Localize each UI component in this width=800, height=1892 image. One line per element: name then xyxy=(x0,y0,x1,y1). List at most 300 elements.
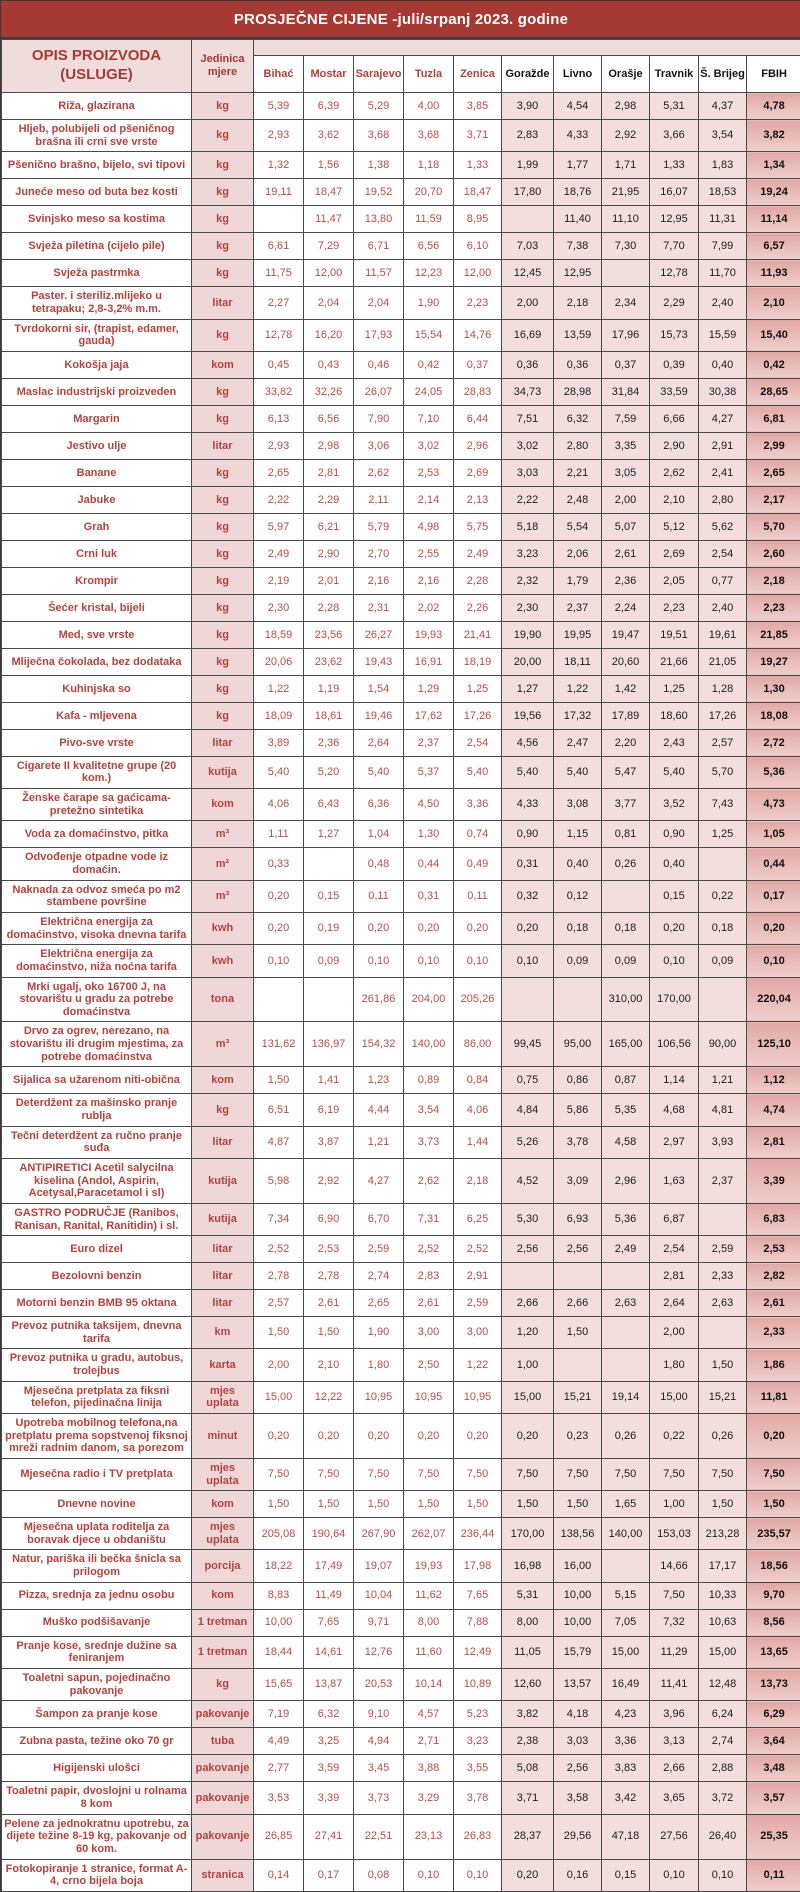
price-cell: 153,03 xyxy=(650,1518,699,1550)
price-cell: 1,50 xyxy=(254,1317,304,1349)
price-cell: 3,00 xyxy=(404,1317,454,1349)
price-cell: 0,14 xyxy=(254,1859,304,1891)
price-cell: 4,37 xyxy=(699,93,747,120)
price-cell: 5,08 xyxy=(502,1755,554,1782)
price-cell: 10,89 xyxy=(454,1669,502,1701)
price-cell: 2,18 xyxy=(554,287,602,319)
price-cell: 18,59 xyxy=(254,621,304,648)
price-cell: 1,29 xyxy=(404,675,454,702)
product-name: Med, sve vrste xyxy=(2,621,192,648)
price-cell: 13,57 xyxy=(554,1669,602,1701)
price-cell: 0,11 xyxy=(454,880,502,912)
price-cell: 3,00 xyxy=(454,1317,502,1349)
price-cell: 18,08 xyxy=(747,702,800,729)
price-cell: 5,40 xyxy=(254,756,304,788)
unit-cell: pakovanje xyxy=(192,1755,254,1782)
price-cell: 1,50 xyxy=(747,1491,800,1518)
price-cell: 3,88 xyxy=(404,1755,454,1782)
price-cell: 2,61 xyxy=(404,1290,454,1317)
price-cell: 3,23 xyxy=(454,1728,502,1755)
unit-cell: kg xyxy=(192,567,254,594)
price-cell: 5,86 xyxy=(554,1094,602,1126)
price-cell: 95,00 xyxy=(554,1022,602,1067)
table-row xyxy=(2,486,800,513)
table-row xyxy=(2,351,800,378)
price-cell: 3,78 xyxy=(454,1782,502,1814)
price-cell: 6,21 xyxy=(304,513,354,540)
price-cell: 2,62 xyxy=(354,459,404,486)
product-name: Crni luk xyxy=(2,540,192,567)
price-cell: 205,08 xyxy=(254,1518,304,1550)
product-name: Euro dizel xyxy=(2,1236,192,1263)
price-cell: 2,59 xyxy=(454,1290,502,1317)
product-name: Riža, glazirana xyxy=(2,93,192,120)
price-cell: 0,09 xyxy=(699,945,747,977)
price-cell: 7,50 xyxy=(304,1458,354,1490)
price-cell: 31,84 xyxy=(602,378,650,405)
price-cell: 1,50 xyxy=(304,1491,354,1518)
price-cell: 18,60 xyxy=(650,702,699,729)
price-cell: 0,22 xyxy=(699,880,747,912)
product-name: Tvrdokorni sir, (trapist, edamer, gauda) xyxy=(2,319,192,351)
price-cell: 10,04 xyxy=(354,1582,404,1609)
price-cell: 1,41 xyxy=(304,1067,354,1094)
price-cell: 0,11 xyxy=(747,1859,800,1891)
unit-cell: kg xyxy=(192,405,254,432)
price-cell: 1,25 xyxy=(699,821,747,848)
unit-cell: kg xyxy=(192,1669,254,1701)
price-cell: 2,54 xyxy=(454,729,502,756)
price-cell: 6,25 xyxy=(454,1203,502,1235)
price-cell: 6,32 xyxy=(554,405,602,432)
price-cell: 4,27 xyxy=(699,405,747,432)
table-row xyxy=(2,1317,800,1349)
price-cell: 10,00 xyxy=(254,1609,304,1636)
price-cell: 15,00 xyxy=(602,1636,650,1668)
price-cell: 0,40 xyxy=(554,848,602,880)
price-cell: 7,59 xyxy=(602,405,650,432)
price-cell: 0,20 xyxy=(650,912,699,944)
price-cell: 2,37 xyxy=(699,1158,747,1203)
price-cell: 1,80 xyxy=(650,1349,699,1381)
unit-cell: kg xyxy=(192,206,254,233)
price-cell xyxy=(699,1317,747,1349)
unit-cell: kg xyxy=(192,378,254,405)
table-row xyxy=(2,319,800,351)
price-cell: 1,65 xyxy=(602,1491,650,1518)
price-cell: 2,91 xyxy=(699,432,747,459)
price-cell: 2,40 xyxy=(699,594,747,621)
product-name: Kafa - mljevena xyxy=(2,702,192,729)
price-cell: 7,88 xyxy=(454,1609,502,1636)
price-cell: 2,49 xyxy=(602,1236,650,1263)
unit-cell: kg xyxy=(192,93,254,120)
price-cell: 0,90 xyxy=(650,821,699,848)
unit-cell: litar xyxy=(192,1290,254,1317)
price-cell: 1,50 xyxy=(554,1317,602,1349)
price-cell: 1,04 xyxy=(354,821,404,848)
price-cell: 2,10 xyxy=(650,486,699,513)
price-cell: 11,49 xyxy=(304,1582,354,1609)
price-cell: 2,37 xyxy=(404,729,454,756)
unit-cell: kg xyxy=(192,675,254,702)
price-cell: 1,20 xyxy=(502,1317,554,1349)
price-cell: 86,00 xyxy=(454,1022,502,1067)
price-cell: 2,21 xyxy=(554,459,602,486)
price-cell: 0,20 xyxy=(254,880,304,912)
table-row xyxy=(2,621,800,648)
table-row xyxy=(2,729,800,756)
unit-cell: litar xyxy=(192,1126,254,1158)
price-cell: 3,55 xyxy=(454,1755,502,1782)
unit-cell: kwh xyxy=(192,912,254,944)
unit-cell: litar xyxy=(192,1263,254,1290)
price-cell: 1,50 xyxy=(304,1317,354,1349)
column-header-3: Tuzla xyxy=(404,56,454,93)
price-cell: 0,75 xyxy=(502,1067,554,1094)
price-cell: 7,31 xyxy=(404,1203,454,1235)
price-cell: 6,13 xyxy=(254,405,304,432)
column-header-6: Livno xyxy=(554,56,602,93)
price-cell: 19,56 xyxy=(502,702,554,729)
price-cell: 165,00 xyxy=(602,1022,650,1067)
price-cell: 17,62 xyxy=(404,702,454,729)
price-cell: 2,00 xyxy=(650,1317,699,1349)
price-cell: 8,00 xyxy=(502,1609,554,1636)
price-cell: 1,50 xyxy=(254,1067,304,1094)
price-cell: 3,64 xyxy=(747,1728,800,1755)
price-cell: 18,09 xyxy=(254,702,304,729)
price-cell xyxy=(602,1263,650,1290)
price-cell: 32,26 xyxy=(304,378,354,405)
price-cell: 17,96 xyxy=(602,319,650,351)
price-cell: 15,54 xyxy=(404,319,454,351)
price-cell: 5,70 xyxy=(699,756,747,788)
price-cell: 236,44 xyxy=(454,1518,502,1550)
table-row xyxy=(2,179,800,206)
price-cell: 0,09 xyxy=(602,945,650,977)
price-cell: 17,98 xyxy=(454,1550,502,1582)
price-cell: 19,52 xyxy=(354,179,404,206)
price-cell: 1,11 xyxy=(254,821,304,848)
price-cell: 3,68 xyxy=(354,120,404,152)
product-name: Pizza, srednja za jednu osobu xyxy=(2,1582,192,1609)
product-name: Šampon za pranje kose xyxy=(2,1701,192,1728)
unit-cell: stranica xyxy=(192,1859,254,1891)
price-cell: 2,97 xyxy=(650,1126,699,1158)
price-cell: 20,06 xyxy=(254,648,304,675)
unit-cell: porcija xyxy=(192,1550,254,1582)
table-row xyxy=(2,1236,800,1263)
price-cell: 15,00 xyxy=(254,1381,304,1413)
table-row xyxy=(2,1782,800,1814)
price-cell: 8,00 xyxy=(404,1609,454,1636)
unit-cell: minut xyxy=(192,1413,254,1458)
price-cell: 2,81 xyxy=(650,1263,699,1290)
price-cell: 10,95 xyxy=(404,1381,454,1413)
price-cell: 2,16 xyxy=(404,567,454,594)
price-cell: 4,87 xyxy=(254,1126,304,1158)
price-cell: 2,99 xyxy=(747,432,800,459)
price-cell: 1,63 xyxy=(650,1158,699,1203)
price-cell xyxy=(602,260,650,287)
price-cell: 1,80 xyxy=(354,1349,404,1381)
table-row xyxy=(2,260,800,287)
price-cell: 0,20 xyxy=(254,912,304,944)
product-name: Električna energija za domaćinstvo, niža noćna tarifa xyxy=(2,945,192,977)
price-cell: 2,52 xyxy=(254,1236,304,1263)
price-cell: 7,70 xyxy=(650,233,699,260)
product-name: Prevoz putnika taksijem, dnevna tarifa xyxy=(2,1317,192,1349)
price-cell: 1,33 xyxy=(454,152,502,179)
price-cell: 2,19 xyxy=(254,567,304,594)
price-cell: 2,27 xyxy=(254,287,304,319)
price-cell: 7,10 xyxy=(404,405,454,432)
price-cell: 4,78 xyxy=(747,93,800,120)
price-cell: 0,44 xyxy=(404,848,454,880)
price-cell: 12,22 xyxy=(304,1381,354,1413)
price-cell: 3,96 xyxy=(650,1701,699,1728)
price-cell xyxy=(502,977,554,1022)
price-cell: 19,14 xyxy=(602,1381,650,1413)
price-cell: 0,10 xyxy=(404,945,454,977)
price-cell: 190,64 xyxy=(304,1518,354,1550)
price-cell: 12,00 xyxy=(304,260,354,287)
price-cell: 1,15 xyxy=(554,821,602,848)
table-row xyxy=(2,1126,800,1158)
price-cell: 7,50 xyxy=(699,1458,747,1490)
price-cell: 26,07 xyxy=(354,378,404,405)
price-cell: 1,71 xyxy=(602,152,650,179)
price-cell: 1,05 xyxy=(747,821,800,848)
price-cell: 1,19 xyxy=(304,675,354,702)
unit-cell: litar xyxy=(192,1236,254,1263)
price-cell xyxy=(699,848,747,880)
price-cell: 2,32 xyxy=(502,567,554,594)
price-cell: 2,30 xyxy=(502,594,554,621)
unit-cell: kg xyxy=(192,1094,254,1126)
price-cell: 2,66 xyxy=(554,1290,602,1317)
table-row xyxy=(2,648,800,675)
price-cell: 5,29 xyxy=(354,93,404,120)
table-row xyxy=(2,1094,800,1126)
price-cell: 0,15 xyxy=(304,880,354,912)
price-cell: 13,73 xyxy=(747,1669,800,1701)
table-row xyxy=(2,120,800,152)
price-cell: 4,94 xyxy=(354,1728,404,1755)
price-cell: 6,87 xyxy=(650,1203,699,1235)
table-row xyxy=(2,233,800,260)
price-cell: 2,80 xyxy=(699,486,747,513)
column-header-7: Orašje xyxy=(602,56,650,93)
product-name: Grah xyxy=(2,513,192,540)
price-cell: 1,32 xyxy=(254,152,304,179)
price-cell: 205,26 xyxy=(454,977,502,1022)
price-cell: 6,19 xyxy=(304,1094,354,1126)
price-cell: 1,86 xyxy=(747,1349,800,1381)
price-cell: 4,52 xyxy=(502,1158,554,1203)
price-cell: 2,80 xyxy=(554,432,602,459)
table-body xyxy=(2,93,800,1892)
price-cell: 11,75 xyxy=(254,260,304,287)
price-cell: 0,08 xyxy=(354,1859,404,1891)
product-name: Mjesečna uplata roditelja za boravak djece u obdaništu xyxy=(2,1518,192,1550)
product-name: Svinjsko meso sa kostima xyxy=(2,206,192,233)
unit-cell: m³ xyxy=(192,1022,254,1067)
price-cell: 4,50 xyxy=(404,789,454,821)
price-cell: 2,41 xyxy=(699,459,747,486)
price-cell: 17,89 xyxy=(602,702,650,729)
price-cell: 20,70 xyxy=(404,179,454,206)
price-cell: 11,93 xyxy=(747,260,800,287)
column-header-2: Sarajevo xyxy=(354,56,404,93)
price-cell: 19,46 xyxy=(354,702,404,729)
product-name: Mjesečna pretplata za fiksni telefon, pijedinačna linija xyxy=(2,1381,192,1413)
price-cell: 0,74 xyxy=(454,821,502,848)
price-cell xyxy=(254,977,304,1022)
price-cell: 5,07 xyxy=(602,513,650,540)
price-cell: 2,81 xyxy=(304,459,354,486)
table-row xyxy=(2,1609,800,1636)
price-cell: 5,54 xyxy=(554,513,602,540)
unit-cell: 1 tretman xyxy=(192,1636,254,1668)
unit-cell: kg xyxy=(192,260,254,287)
price-cell: 0,84 xyxy=(454,1067,502,1094)
price-cell: 0,10 xyxy=(354,945,404,977)
price-cell: 0,18 xyxy=(554,912,602,944)
price-cell: 262,07 xyxy=(404,1518,454,1550)
unit-cell: kg xyxy=(192,621,254,648)
product-name: Prevoz putnika u gradu, autobus, trolejbus xyxy=(2,1349,192,1381)
price-cell: 4,44 xyxy=(354,1094,404,1126)
price-cell: 1,34 xyxy=(747,152,800,179)
price-cell: 15,00 xyxy=(650,1381,699,1413)
table-row xyxy=(2,848,800,880)
price-cell: 3,39 xyxy=(304,1782,354,1814)
price-cell: 3,02 xyxy=(404,432,454,459)
price-cell: 13,59 xyxy=(554,319,602,351)
price-cell: 17,26 xyxy=(699,702,747,729)
price-cell: 12,48 xyxy=(699,1669,747,1701)
price-cell: 1,50 xyxy=(699,1349,747,1381)
price-cell: 4,27 xyxy=(354,1158,404,1203)
price-cell: 21,95 xyxy=(602,179,650,206)
price-cell: 6,61 xyxy=(254,233,304,260)
price-cell: 0,10 xyxy=(404,1859,454,1891)
unit-cell: pakovanje xyxy=(192,1782,254,1814)
table-row xyxy=(2,1067,800,1094)
price-cell: 1,50 xyxy=(502,1491,554,1518)
price-cell: 2,66 xyxy=(650,1755,699,1782)
product-name: Krompir xyxy=(2,567,192,594)
price-cell: 18,53 xyxy=(699,179,747,206)
unit-cell: kg xyxy=(192,594,254,621)
product-name: Motorni benzin BMB 95 oktana xyxy=(2,1290,192,1317)
price-cell: 2,38 xyxy=(502,1728,554,1755)
price-cell: 7,65 xyxy=(454,1582,502,1609)
unit-cell: m³ xyxy=(192,821,254,848)
price-cell: 21,85 xyxy=(747,621,800,648)
price-cell: 15,73 xyxy=(650,319,699,351)
price-cell: 3,62 xyxy=(304,120,354,152)
price-cell: 2,83 xyxy=(502,120,554,152)
price-cell: 2,04 xyxy=(304,287,354,319)
price-cell: 2,30 xyxy=(254,594,304,621)
price-cell: 0,26 xyxy=(602,1413,650,1458)
price-cell: 2,53 xyxy=(404,459,454,486)
price-cell: 1,90 xyxy=(404,287,454,319)
price-cell: 2,26 xyxy=(454,594,502,621)
price-cell: 4,68 xyxy=(650,1094,699,1126)
price-cell: 213,28 xyxy=(699,1518,747,1550)
price-cell: 1,90 xyxy=(354,1317,404,1349)
price-cell: 0,15 xyxy=(650,880,699,912)
price-cell: 0,11 xyxy=(354,880,404,912)
price-cell: 4,73 xyxy=(747,789,800,821)
unit-cell: kg xyxy=(192,648,254,675)
price-cell: 3,06 xyxy=(354,432,404,459)
table-row xyxy=(2,821,800,848)
price-cell: 4,00 xyxy=(404,93,454,120)
price-cell: 3,05 xyxy=(602,459,650,486)
price-cell: 2,33 xyxy=(699,1263,747,1290)
price-cell: 16,91 xyxy=(404,648,454,675)
unit-cell: kg xyxy=(192,540,254,567)
price-cell: 2,90 xyxy=(304,540,354,567)
price-cell: 2,22 xyxy=(502,486,554,513)
price-cell: 5,18 xyxy=(502,513,554,540)
price-cell: 0,81 xyxy=(602,821,650,848)
table-row xyxy=(2,152,800,179)
price-cell: 2,22 xyxy=(254,486,304,513)
price-cell: 2,48 xyxy=(554,486,602,513)
price-cell: 25,35 xyxy=(747,1814,800,1859)
column-header-0: Bihać xyxy=(254,56,304,93)
header-band xyxy=(254,40,800,56)
price-cell: 26,27 xyxy=(354,621,404,648)
price-cell: 4,23 xyxy=(602,1701,650,1728)
price-cell: 1,25 xyxy=(454,675,502,702)
price-cell: 6,43 xyxy=(304,789,354,821)
price-cell: 0,10 xyxy=(454,945,502,977)
price-cell: 7,19 xyxy=(254,1701,304,1728)
price-cell: 10,14 xyxy=(404,1669,454,1701)
price-cell: 1,23 xyxy=(354,1067,404,1094)
price-cell: 2,72 xyxy=(747,729,800,756)
price-cell: 0,37 xyxy=(454,351,502,378)
price-cell: 4,74 xyxy=(747,1094,800,1126)
price-cell: 1,54 xyxy=(354,675,404,702)
price-cell: 7,51 xyxy=(502,405,554,432)
price-cell: 18,22 xyxy=(254,1550,304,1582)
price-cell: 11,29 xyxy=(650,1636,699,1668)
price-cell: 18,19 xyxy=(454,648,502,675)
price-cell: 2,63 xyxy=(602,1290,650,1317)
table-row xyxy=(2,1701,800,1728)
column-header-9: Š. Brijeg xyxy=(699,56,747,93)
price-cell: 3,02 xyxy=(502,432,554,459)
product-name: Odvođenje otpadne vode iz domaćin. xyxy=(2,848,192,880)
price-cell: 2,65 xyxy=(747,459,800,486)
product-name: Pelene za jednokratnu upotrebu, za dijete težine 8-19 kg, pakovanje od 60 kom. xyxy=(2,1814,192,1859)
table-row xyxy=(2,432,800,459)
price-cell: 30,38 xyxy=(699,378,747,405)
price-cell: 0,23 xyxy=(554,1413,602,1458)
unit-cell: pakovanje xyxy=(192,1814,254,1859)
price-cell: 2,69 xyxy=(454,459,502,486)
price-cell: 19,51 xyxy=(650,621,699,648)
price-cell: 15,21 xyxy=(554,1381,602,1413)
